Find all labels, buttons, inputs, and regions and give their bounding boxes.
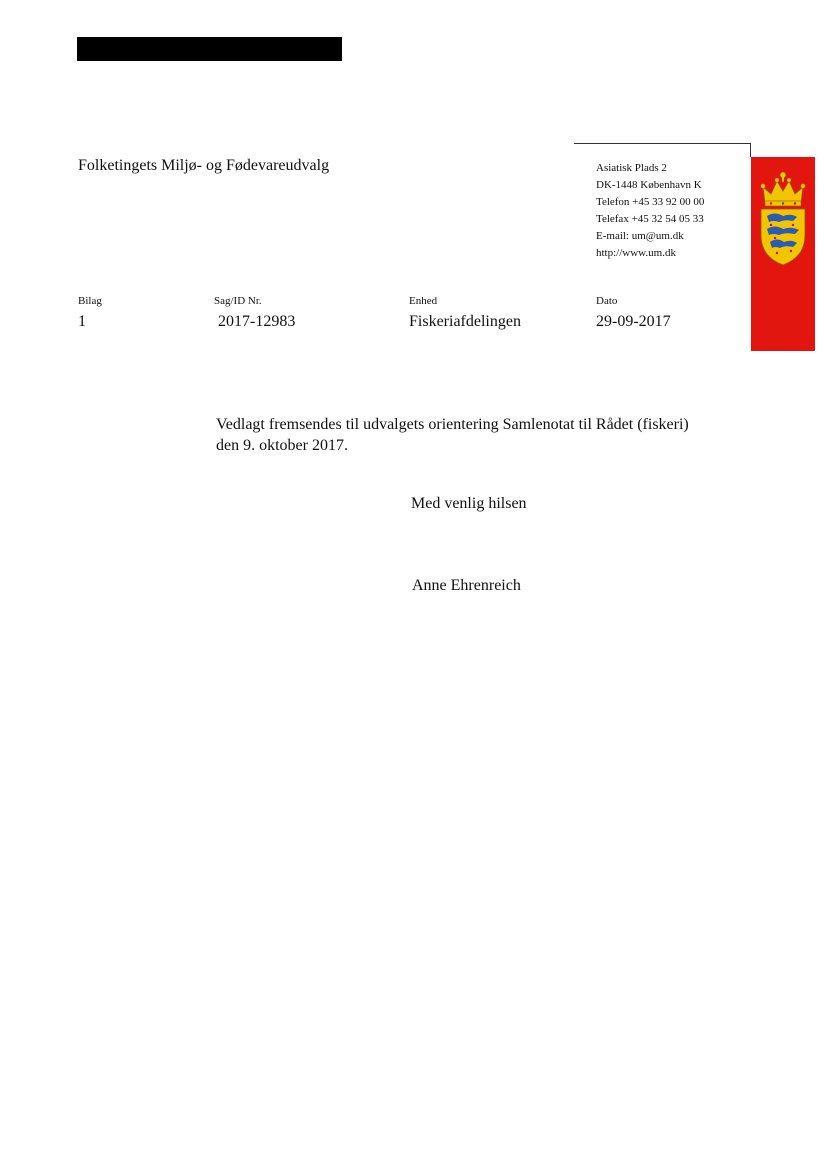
address-corner-line-right	[750, 143, 751, 157]
sag-id-label: Sag/ID Nr.	[214, 295, 262, 307]
closing-salutation: Med venlig hilsen	[411, 495, 527, 512]
address-street: Asiatisk Plads 2	[596, 162, 667, 174]
address-corner-line-top	[574, 143, 750, 144]
address-email: E-mail: um@um.dk	[596, 230, 684, 242]
enhed-value: Fiskeriafdelingen	[409, 313, 521, 330]
enhed-label: Enhed	[409, 295, 438, 307]
letter-body	[216, 414, 736, 456]
dato-value: 29-09-2017	[596, 313, 671, 330]
redaction-bar	[77, 37, 342, 61]
dato-label: Dato	[596, 295, 618, 307]
address-phone: Telefon +45 33 92 00 00	[596, 196, 705, 208]
bilag-value: 1	[78, 313, 86, 330]
sag-id-value: 2017-12983	[218, 313, 296, 330]
address-fax: Telefax +45 32 54 05 33	[596, 213, 704, 225]
signer-name: Anne Ehrenreich	[412, 577, 521, 594]
address-web: http://www.um.dk	[596, 247, 676, 259]
ministry-red-banner	[751, 157, 815, 351]
letter-body-line: den 9. oktober 2017.	[216, 437, 348, 454]
bilag-label: Bilag	[78, 295, 102, 307]
royal-coat-of-arms-icon	[757, 169, 809, 267]
letter-body-line: Vedlagt fremsendes til udvalgets orientering Samlenotat til Rådet (fiskeri)	[216, 416, 689, 433]
sender-address-block	[596, 160, 704, 262]
address-city: DK-1448 København K	[596, 179, 702, 191]
recipient-name: Folketingets Miljø- og Fødevareudvalg	[78, 157, 330, 174]
